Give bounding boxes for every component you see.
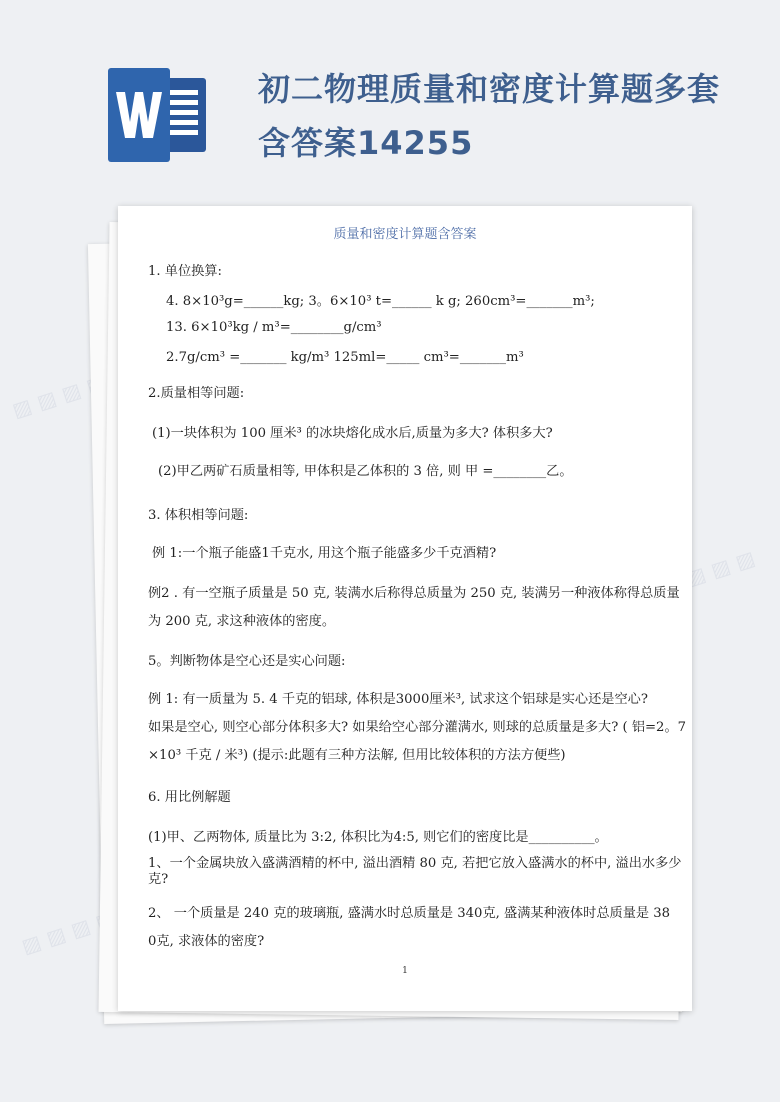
question-line: (1)一块体积为 100 厘米³ 的冰块熔化成水后,质量为多大? 体积多大?: [152, 426, 553, 441]
section-title: 5。判断物体是空心还是实心问题:: [148, 654, 346, 669]
watermark-mark: ▨ ▨ ▨ ▨: [658, 545, 758, 599]
question-line: 2、 一个质量是 240 克的玻璃瓶, 盛满水时总质量是 340克, 盛满某种液体时总质量是 38: [148, 906, 671, 921]
question-line: 例2 . 有一空瓶子质量是 50 克, 装满水后称得总质量为 250 克, 装满另一种液体称得总质量: [148, 586, 680, 601]
page-number: 1: [402, 966, 408, 976]
question-line: 1、一个金属块放入盛满酒精的杯中, 溢出酒精 80 克, 若把它放入盛满水的杯中, 溢出水多少: [148, 856, 682, 871]
question-line: (1)甲、乙两物体, 质量比为 3:2, 体积比为4:5, 则它们的密度比是__________。: [148, 830, 608, 845]
section-title: 2.质量相等问题:: [148, 386, 245, 401]
question-line: 4. 8×10³g=______kg; 3。6×10³ t=______ k g; 260cm³=_______m³;: [166, 294, 595, 309]
question-line: ×10³ 千克 / 米³) (提示:此题有三种方法解, 但用比较体积的方法方便些): [148, 748, 566, 763]
document-title: 初二物理质量和密度计算题多套含答案14255: [258, 70, 721, 162]
document-page: [118, 206, 692, 1011]
section-title: 3. 体积相等问题:: [148, 508, 249, 523]
question-line: 克?: [148, 872, 169, 887]
section-title: 6. 用比例解题: [148, 790, 231, 805]
question-line: (2)甲乙两矿石质量相等, 甲体积是乙体积的 3 倍, 则 甲 =________乙。: [158, 464, 573, 479]
question-line: 为 200 克, 求这种液体的密度。: [148, 614, 336, 629]
page-heading: 质量和密度计算题含答案: [333, 227, 477, 242]
question-line: 13. 6×10³kg / m³=________g/cm³: [166, 320, 382, 335]
question-line: 如果是空心, 则空心部分体积多大? 如果给空心部分灌满水, 则球的总质量是多大? ( 铝=2。7: [148, 720, 687, 735]
word-document-icon: [108, 68, 208, 162]
watermark-mark: ▨ ▨ ▨ ▨: [18, 905, 118, 959]
watermark-mark: ▨ ▨ ▨ ▨ ▨: [9, 361, 134, 423]
question-line: 0克, 求液体的密度?: [148, 934, 265, 949]
question-line: 例 1:一个瓶子能盛1千克水, 用这个瓶子能盛多少千克酒精?: [152, 546, 497, 561]
question-line: 例 1: 有一质量为 5. 4 千克的铝球, 体积是3000厘米³, 试求这个铝球是实心还是空心?: [148, 692, 648, 707]
section-title: 1. 单位换算:: [148, 264, 222, 279]
question-line: 2.7g/cm³ =_______ kg/m³ 125ml=_____ cm³=_______m³: [166, 350, 524, 365]
